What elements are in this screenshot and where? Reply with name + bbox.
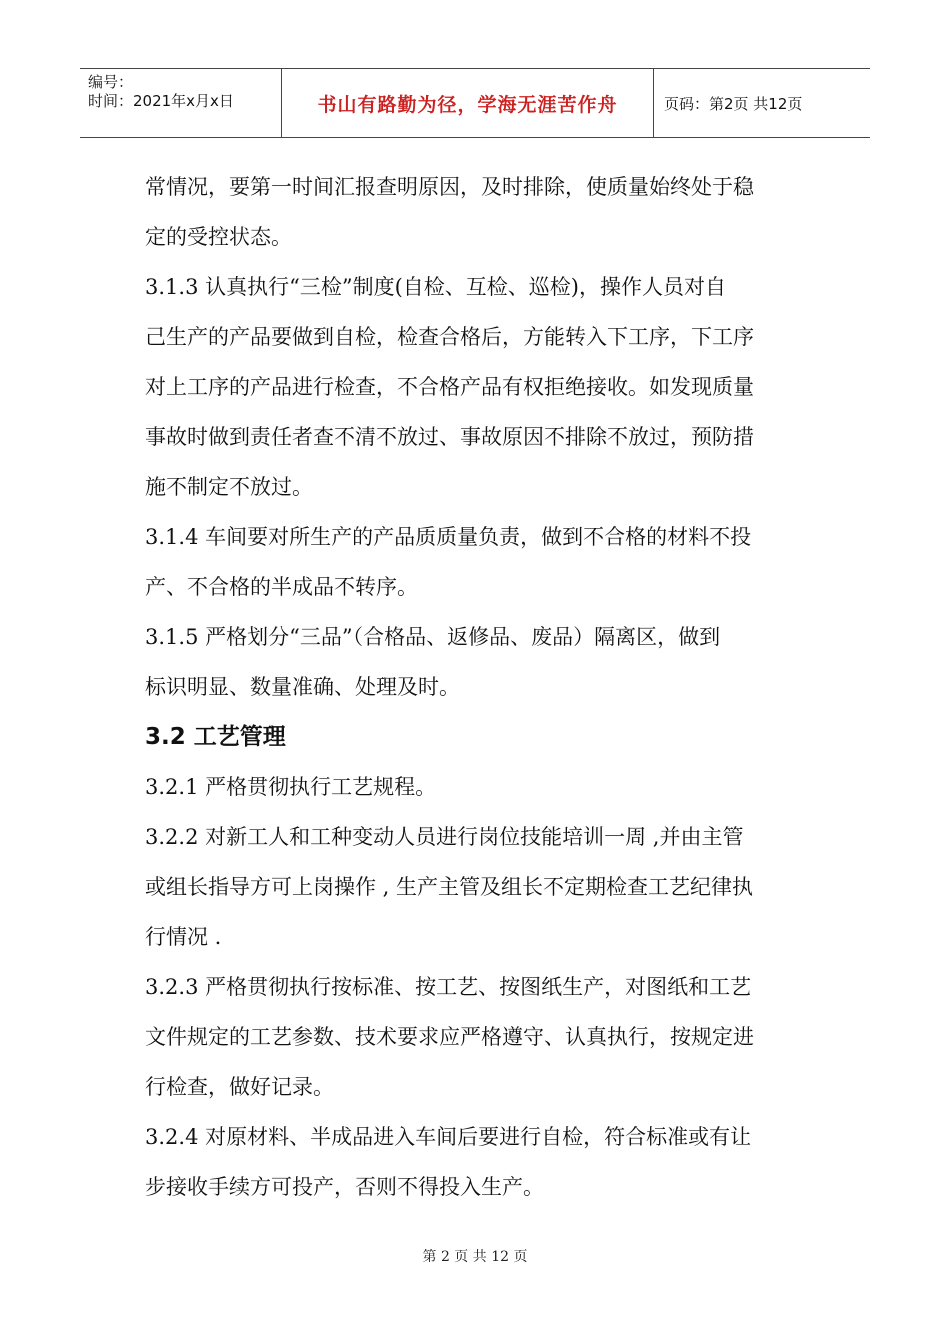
body-line: 己生产的产品要做到自检，检查合格后，方能转入下工序，下工序 [145, 325, 754, 349]
body-line: 对上工序的产品进行检查，不合格产品有权拒绝接收。如发现质量 [145, 375, 754, 399]
body-line: 文件规定的工艺参数、技术要求应严格遵守、认真执行，按规定进 [145, 1025, 754, 1049]
body-line: 行情况 . [145, 925, 222, 949]
document-date: 时间：2021年x月x日 [88, 92, 234, 110]
header-motto-cell [282, 69, 654, 137]
body-line: 3.2.3 严格贯彻执行按标准、按工艺、按图纸生产，对图纸和工艺 [145, 975, 752, 999]
section-heading: 3.2 工艺管理 [145, 724, 286, 750]
body-line: 3.1.3 认真执行“三检”制度(自检、互检、巡检)，操作人员对自 [145, 275, 726, 299]
header-page-info: 页码：第2页 共12页 [664, 94, 803, 113]
body-line: 产、不合格的半成品不转序。 [145, 575, 418, 599]
body-line: 事故时做到责任者查不清不放过、事故原因不排除不放过，预防措 [145, 425, 754, 449]
body-line: 3.1.4 车间要对所生产的产品质质量负责，做到不合格的材料不投 [145, 525, 752, 549]
document-body [145, 162, 810, 1212]
document-code-label: 编号： [88, 73, 134, 91]
header-meta [80, 69, 282, 137]
body-line: 定的受控状态。 [145, 225, 292, 249]
body-line: 常情况，要第一时间汇报查明原因，及时排除，使质量始终处于稳 [145, 175, 754, 199]
body-line: 3.2.2 对新工人和工种变动人员进行岗位技能培训一周 ,并由主管 [145, 825, 744, 849]
page-footer: 第 2 页 共 12 页 [422, 1249, 528, 1265]
body-line: 步接收手续方可投产，否则不得投入生产。 [145, 1175, 544, 1199]
body-line: 3.1.5 严格划分“三品”（合格品、返修品、废品）隔离区，做到 [145, 625, 721, 649]
header-motto: 书山有路勤为径，学海无涯苦作舟 [317, 93, 618, 116]
body-line: 行检查，做好记录。 [145, 1075, 334, 1099]
body-line: 标识明显、数量准确、处理及时。 [145, 675, 460, 699]
page-header [80, 68, 870, 138]
body-line: 3.2.4 对原材料、半成品进入车间后要进行自检，符合标准或有让 [145, 1125, 752, 1149]
body-line: 施不制定不放过。 [145, 475, 313, 499]
body-line: 或组长指导方可上岗操作 , 生产主管及组长不定期检查工艺纪律执 [145, 875, 754, 899]
body-line: 3.2.1 严格贯彻执行工艺规程。 [145, 775, 437, 799]
